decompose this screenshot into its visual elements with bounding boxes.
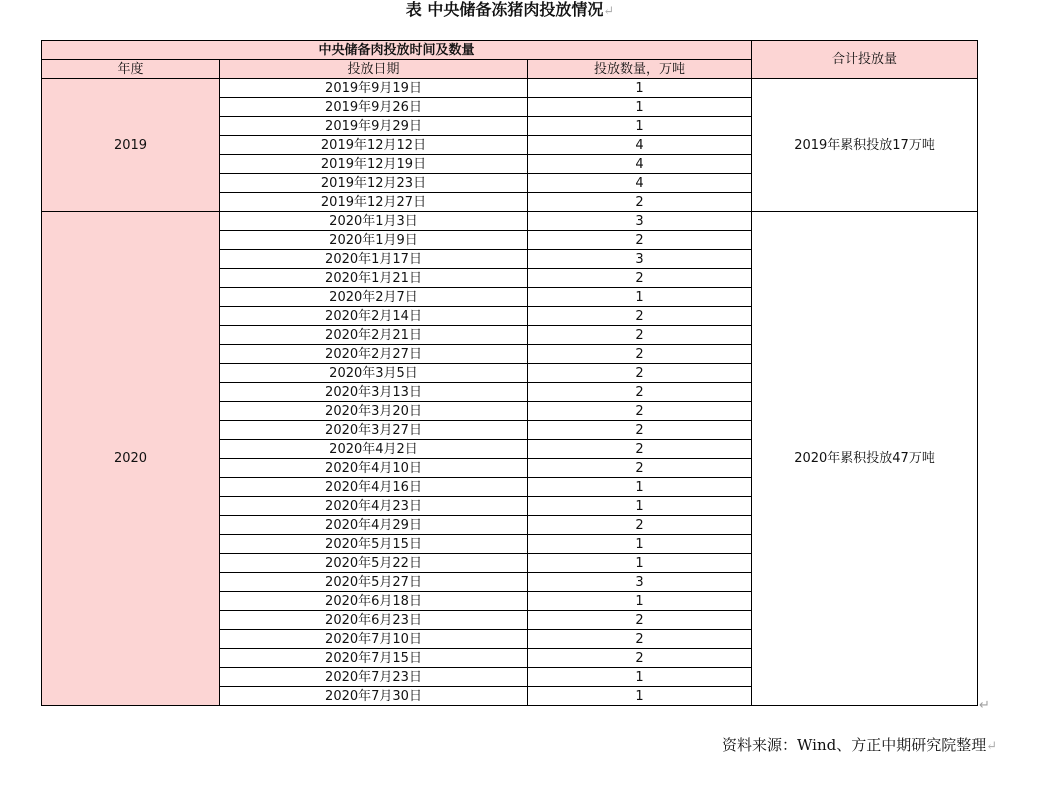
date-cell: 2020年4月2日 (220, 440, 528, 459)
qty-cell: 2 (528, 402, 752, 421)
year-cell: 2019 (42, 79, 220, 212)
date-cell: 2020年3月5日 (220, 364, 528, 383)
date-cell: 2019年12月23日 (220, 174, 528, 193)
date-cell: 2020年3月20日 (220, 402, 528, 421)
col-header-qty: 投放数量，万吨 (528, 60, 752, 79)
qty-cell: 3 (528, 250, 752, 269)
qty-cell: 1 (528, 554, 752, 573)
source-text: 资料来源：Wind、方正中期研究院整理 (722, 736, 987, 754)
qty-cell: 1 (528, 288, 752, 307)
qty-cell: 2 (528, 193, 752, 212)
date-cell: 2020年7月10日 (220, 630, 528, 649)
qty-cell: 2 (528, 307, 752, 326)
date-cell: 2020年7月30日 (220, 687, 528, 706)
date-cell: 2020年1月17日 (220, 250, 528, 269)
qty-cell: 1 (528, 497, 752, 516)
date-cell: 2019年12月12日 (220, 136, 528, 155)
table-row (42, 212, 978, 231)
source-note (722, 734, 997, 755)
date-cell: 2020年6月23日 (220, 611, 528, 630)
qty-cell: 2 (528, 326, 752, 345)
end-paragraph-mark: ↵ (979, 698, 990, 713)
date-cell: 2020年3月27日 (220, 421, 528, 440)
qty-cell: 2 (528, 383, 752, 402)
qty-cell: 1 (528, 478, 752, 497)
header-row-main (42, 41, 978, 60)
qty-cell: 4 (528, 155, 752, 174)
pork-release-table (41, 40, 978, 706)
date-cell: 2019年9月26日 (220, 98, 528, 117)
date-cell: 2020年2月14日 (220, 307, 528, 326)
qty-cell: 2 (528, 364, 752, 383)
qty-cell: 2 (528, 630, 752, 649)
date-cell: 2019年9月29日 (220, 117, 528, 136)
header-total: 合计投放量 (752, 41, 978, 79)
date-cell: 2020年1月21日 (220, 269, 528, 288)
date-cell: 2020年1月3日 (220, 212, 528, 231)
paragraph-mark: ↵ (603, 4, 615, 19)
qty-cell: 1 (528, 117, 752, 136)
date-cell: 2020年2月21日 (220, 326, 528, 345)
qty-cell: 4 (528, 136, 752, 155)
qty-cell: 2 (528, 649, 752, 668)
date-cell: 2020年4月23日 (220, 497, 528, 516)
qty-cell: 1 (528, 98, 752, 117)
date-cell: 2020年2月7日 (220, 288, 528, 307)
table-title-text: 表 中央储备冻猪肉投放情况 (405, 0, 604, 19)
col-header-date: 投放日期 (220, 60, 528, 79)
qty-cell: 2 (528, 516, 752, 535)
date-cell: 2019年12月27日 (220, 193, 528, 212)
qty-cell: 4 (528, 174, 752, 193)
date-cell: 2020年5月27日 (220, 573, 528, 592)
year-cell: 2020 (42, 212, 220, 706)
qty-cell: 3 (528, 573, 752, 592)
date-cell: 2020年4月16日 (220, 478, 528, 497)
table-body (42, 41, 978, 706)
header-main: 中央储备肉投放时间及数量 (42, 41, 752, 60)
date-cell: 2020年5月22日 (220, 554, 528, 573)
qty-cell: 2 (528, 231, 752, 250)
date-cell: 2019年9月19日 (220, 79, 528, 98)
date-cell: 2020年3月13日 (220, 383, 528, 402)
total-cell: 2020年累积投放47万吨 (752, 212, 978, 706)
date-cell: 2019年12月19日 (220, 155, 528, 174)
qty-cell: 2 (528, 421, 752, 440)
date-cell: 2020年6月18日 (220, 592, 528, 611)
total-cell: 2019年累积投放17万吨 (752, 79, 978, 212)
qty-cell: 1 (528, 79, 752, 98)
date-cell: 2020年7月23日 (220, 668, 528, 687)
qty-cell: 2 (528, 269, 752, 288)
qty-cell: 1 (528, 668, 752, 687)
date-cell: 2020年4月10日 (220, 459, 528, 478)
qty-cell: 2 (528, 345, 752, 364)
source-paragraph-mark: ↵ (986, 739, 998, 754)
qty-cell: 2 (528, 459, 752, 478)
date-cell: 2020年4月29日 (220, 516, 528, 535)
qty-cell: 1 (528, 592, 752, 611)
qty-cell: 3 (528, 212, 752, 231)
date-cell: 2020年1月9日 (220, 231, 528, 250)
table-row (42, 79, 978, 98)
qty-cell: 2 (528, 440, 752, 459)
date-cell: 2020年7月15日 (220, 649, 528, 668)
date-cell: 2020年2月27日 (220, 345, 528, 364)
col-header-year: 年度 (42, 60, 220, 79)
date-cell: 2020年5月15日 (220, 535, 528, 554)
qty-cell: 1 (528, 687, 752, 706)
qty-cell: 2 (528, 611, 752, 630)
table-title (0, 0, 1020, 22)
qty-cell: 1 (528, 535, 752, 554)
